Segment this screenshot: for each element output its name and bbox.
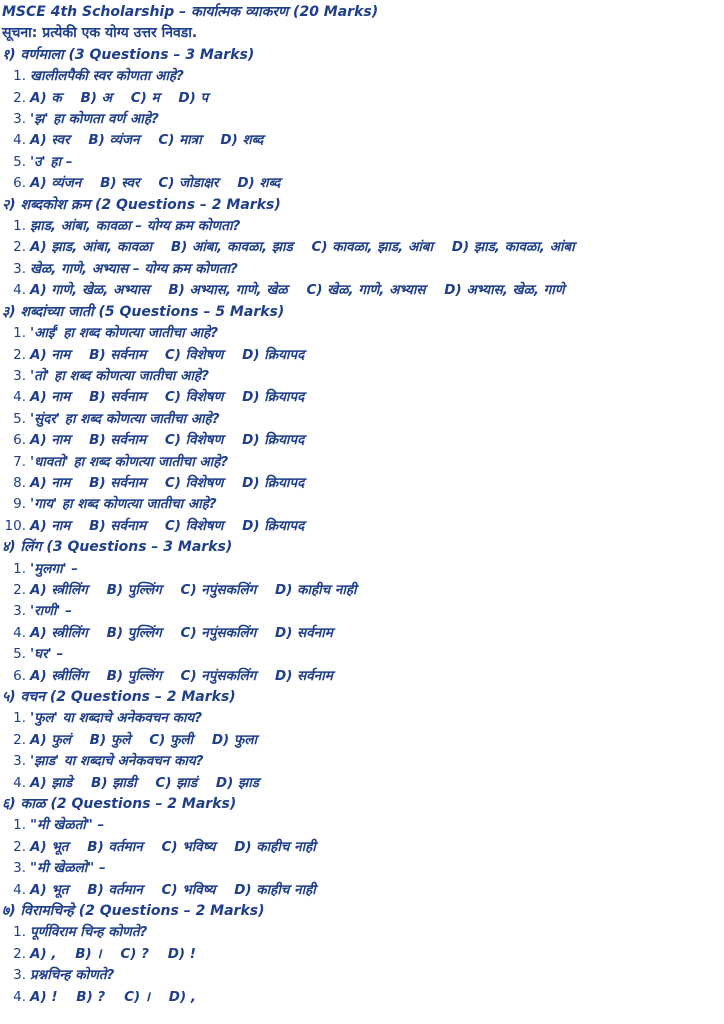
item-text: A) नाम B) सर्वनाम C) विशेषण D) क्रियापद (30, 474, 305, 491)
section-heading: ६) काळ (2 Questions – 2 Marks) (2, 796, 237, 813)
item-text: झाड, आंबा, कावळा – योग्य क्रम कोणता? (30, 218, 241, 235)
item-number: 3. (13, 260, 26, 277)
item-number: 1. (13, 924, 26, 941)
list-item (2, 644, 724, 665)
item-text: A) गाणे, खेळ, अभ्यास B) अभ्यास, गाणे, खेळ C) खेळ, गाणे, अभ्यास D) अभ्यास, खेळ, गाणे (30, 282, 565, 299)
item-number: 1. (13, 68, 26, 85)
list-item (2, 473, 724, 494)
question-list (2, 559, 724, 687)
item-number: 5. (13, 153, 26, 170)
item-number: 2. (13, 239, 26, 256)
section-heading: १) वर्णमाला (3 Questions – 3 Marks) (2, 46, 255, 63)
list-item (2, 109, 724, 130)
item-number: 2. (13, 581, 26, 598)
list-item (2, 130, 724, 151)
section (2, 901, 724, 1008)
item-text: A) भूत B) वर्तमान C) भविष्य D) काहीच नाही (30, 881, 316, 898)
item-number: 1. (13, 817, 26, 834)
item-number: 10. (4, 517, 26, 534)
item-text: A) स्वर B) व्यंजन C) मात्रा D) शब्द (30, 132, 264, 149)
item-number: 4. (13, 132, 26, 149)
item-text: A) स्त्रीलिंग B) पुल्लिंग C) नपुंसकलिंग D) सर्वनाम (30, 624, 333, 641)
item-number: 4. (13, 774, 26, 791)
list-item (2, 280, 724, 301)
question-list (2, 216, 724, 302)
item-number: 4. (13, 881, 26, 898)
item-text: A) , B) । C) ? D) ! (30, 945, 196, 962)
item-text: पूर्णविराम चिन्ह कोणते? (30, 924, 148, 941)
instruction-note: सूचना: प्रत्येकी एक योग्य उत्तर निवडा. (2, 25, 198, 42)
item-number: 1. (13, 710, 26, 727)
section (2, 687, 724, 794)
item-text: 'मुलगा' – (30, 560, 79, 577)
list-item (2, 237, 724, 258)
list-item (2, 366, 724, 387)
question-list (2, 708, 724, 794)
item-text: प्रश्नचिन्ह कोणते? (30, 967, 115, 984)
item-number: 4. (13, 389, 26, 406)
list-item (2, 216, 724, 237)
item-text: 'सुंदर' हा शब्द कोणत्या जातीचा आहे? (30, 410, 220, 427)
item-text: 'झाड' या शब्दाचे अनेकवचन काय? (30, 753, 204, 770)
item-text: A) नाम B) सर्वनाम C) विशेषण D) क्रियापद (30, 389, 305, 406)
item-text: खालीलपैकी स्वर कोणता आहे? (30, 68, 184, 85)
item-number: 5. (13, 646, 26, 663)
list-item (2, 152, 724, 173)
item-text: A) फुलं B) फुले C) फुली D) फुला (30, 731, 257, 748)
list-item (2, 345, 724, 366)
list-item (2, 858, 724, 879)
list-item (2, 452, 724, 473)
list-item (2, 66, 724, 87)
section (2, 45, 724, 195)
item-text: 'उ' हा – (30, 153, 73, 170)
list-item (2, 773, 724, 794)
list-item (2, 173, 724, 194)
item-number: 3. (13, 967, 26, 984)
item-text: A) स्त्रीलिंग B) पुल्लिंग C) नपुंसकलिंग D) काहीच नाही (30, 581, 357, 598)
item-number: 4. (13, 624, 26, 641)
item-text: A) ! B) ? C) । D) , (30, 988, 196, 1005)
item-number: 2. (13, 346, 26, 363)
item-text: A) झाड, आंबा, कावळा B) आंबा, कावळा, झाड C) कावळा, झाड, आंबा D) झाड, कावळा, आंबा (30, 239, 575, 256)
item-text: "मी खेळतो" – (30, 817, 105, 834)
item-number: 8. (13, 474, 26, 491)
item-number: 2. (13, 89, 26, 106)
list-item (2, 559, 724, 580)
section-heading: ३) शब्दांच्या जाती (5 Questions – 5 Marks) (2, 303, 285, 320)
list-item (2, 409, 724, 430)
list-item (2, 987, 724, 1008)
item-number: 3. (13, 603, 26, 620)
list-item (2, 815, 724, 836)
item-number: 2. (13, 945, 26, 962)
item-text: A) व्यंजन B) स्वर C) जोडाक्षर D) शब्द (30, 175, 281, 192)
list-item (2, 730, 724, 751)
list-item (2, 516, 724, 537)
item-number: 4. (13, 282, 26, 299)
item-text: 'घर' – (30, 646, 64, 663)
sections-container (2, 45, 724, 1008)
list-item (2, 494, 724, 515)
item-text: 'झ' हा कोणता वर्ण आहे? (30, 111, 159, 128)
list-item (2, 944, 724, 965)
item-number: 5. (13, 410, 26, 427)
list-item (2, 387, 724, 408)
item-number: 1. (13, 218, 26, 235)
item-number: 9. (13, 496, 26, 513)
item-text: A) भूत B) वर्तमान C) भविष्य D) काहीच नाही (30, 838, 316, 855)
item-text: A) स्त्रीलिंग B) पुल्लिंग C) नपुंसकलिंग D) सर्वनाम (30, 667, 333, 684)
item-text: A) नाम B) सर्वनाम C) विशेषण D) क्रियापद (30, 346, 305, 363)
item-text: A) क B) अ C) म D) प (30, 89, 209, 106)
item-number: 7. (13, 453, 26, 470)
section-heading: ४) लिंग (3 Questions – 3 Marks) (2, 539, 233, 556)
section-heading: ७) विरामचिन्हे (2 Questions – 2 Marks) (2, 903, 265, 920)
item-text: A) नाम B) सर्वनाम C) विशेषण D) क्रियापद (30, 517, 305, 534)
item-text: "मी खेळलो" – (30, 860, 106, 877)
item-number: 3. (13, 860, 26, 877)
item-text: 'आई' हा शब्द कोणत्या जातीचा आहे? (30, 325, 219, 342)
list-item (2, 601, 724, 622)
list-item (2, 751, 724, 772)
item-number: 2. (13, 838, 26, 855)
item-number: 3. (13, 753, 26, 770)
item-text: 'राणी' – (30, 603, 72, 620)
item-number: 1. (13, 325, 26, 342)
page-title: MSCE 4th Scholarship – कार्यात्मक व्याकरण (20 Marks) (2, 4, 379, 20)
item-number: 3. (13, 111, 26, 128)
section (2, 195, 724, 302)
question-list (2, 922, 724, 1008)
section (2, 537, 724, 687)
item-text: खेळ, गाणे, अभ्यास – योग्य क्रम कोणता? (30, 260, 238, 277)
list-item (2, 837, 724, 858)
question-list (2, 66, 724, 194)
item-text: 'फुल' या शब्दाचे अनेकवचन काय? (30, 710, 203, 727)
item-number: 1. (13, 560, 26, 577)
list-item (2, 965, 724, 986)
list-item (2, 880, 724, 901)
item-number: 3. (13, 367, 26, 384)
item-number: 4. (13, 988, 26, 1005)
item-number: 2. (13, 731, 26, 748)
list-item (2, 259, 724, 280)
list-item (2, 430, 724, 451)
list-item (2, 666, 724, 687)
item-text: 'धावतो' हा शब्द कोणत्या जातीचा आहे? (30, 453, 229, 470)
item-text: A) नाम B) सर्वनाम C) विशेषण D) क्रियापद (30, 432, 305, 449)
list-item (2, 623, 724, 644)
section-heading: ५) वचन (2 Questions – 2 Marks) (2, 689, 236, 705)
list-item (2, 323, 724, 344)
list-item (2, 922, 724, 943)
list-item (2, 88, 724, 109)
item-text: 'तो' हा शब्द कोणत्या जातीचा आहे? (30, 367, 209, 384)
section (2, 794, 724, 901)
item-text: 'गाय' हा शब्द कोणत्या जातीचा आहे? (30, 496, 217, 513)
item-number: 6. (13, 175, 26, 192)
section-heading: २) शब्दकोश क्रम (2 Questions – 2 Marks) (2, 196, 281, 213)
question-list (2, 815, 724, 901)
item-text: A) झाडे B) झाडी C) झाडं D) झाड (30, 774, 259, 791)
list-item (2, 708, 724, 729)
item-number: 6. (13, 432, 26, 449)
question-list (2, 323, 724, 537)
item-number: 6. (13, 667, 26, 684)
list-item (2, 580, 724, 601)
section (2, 302, 724, 537)
